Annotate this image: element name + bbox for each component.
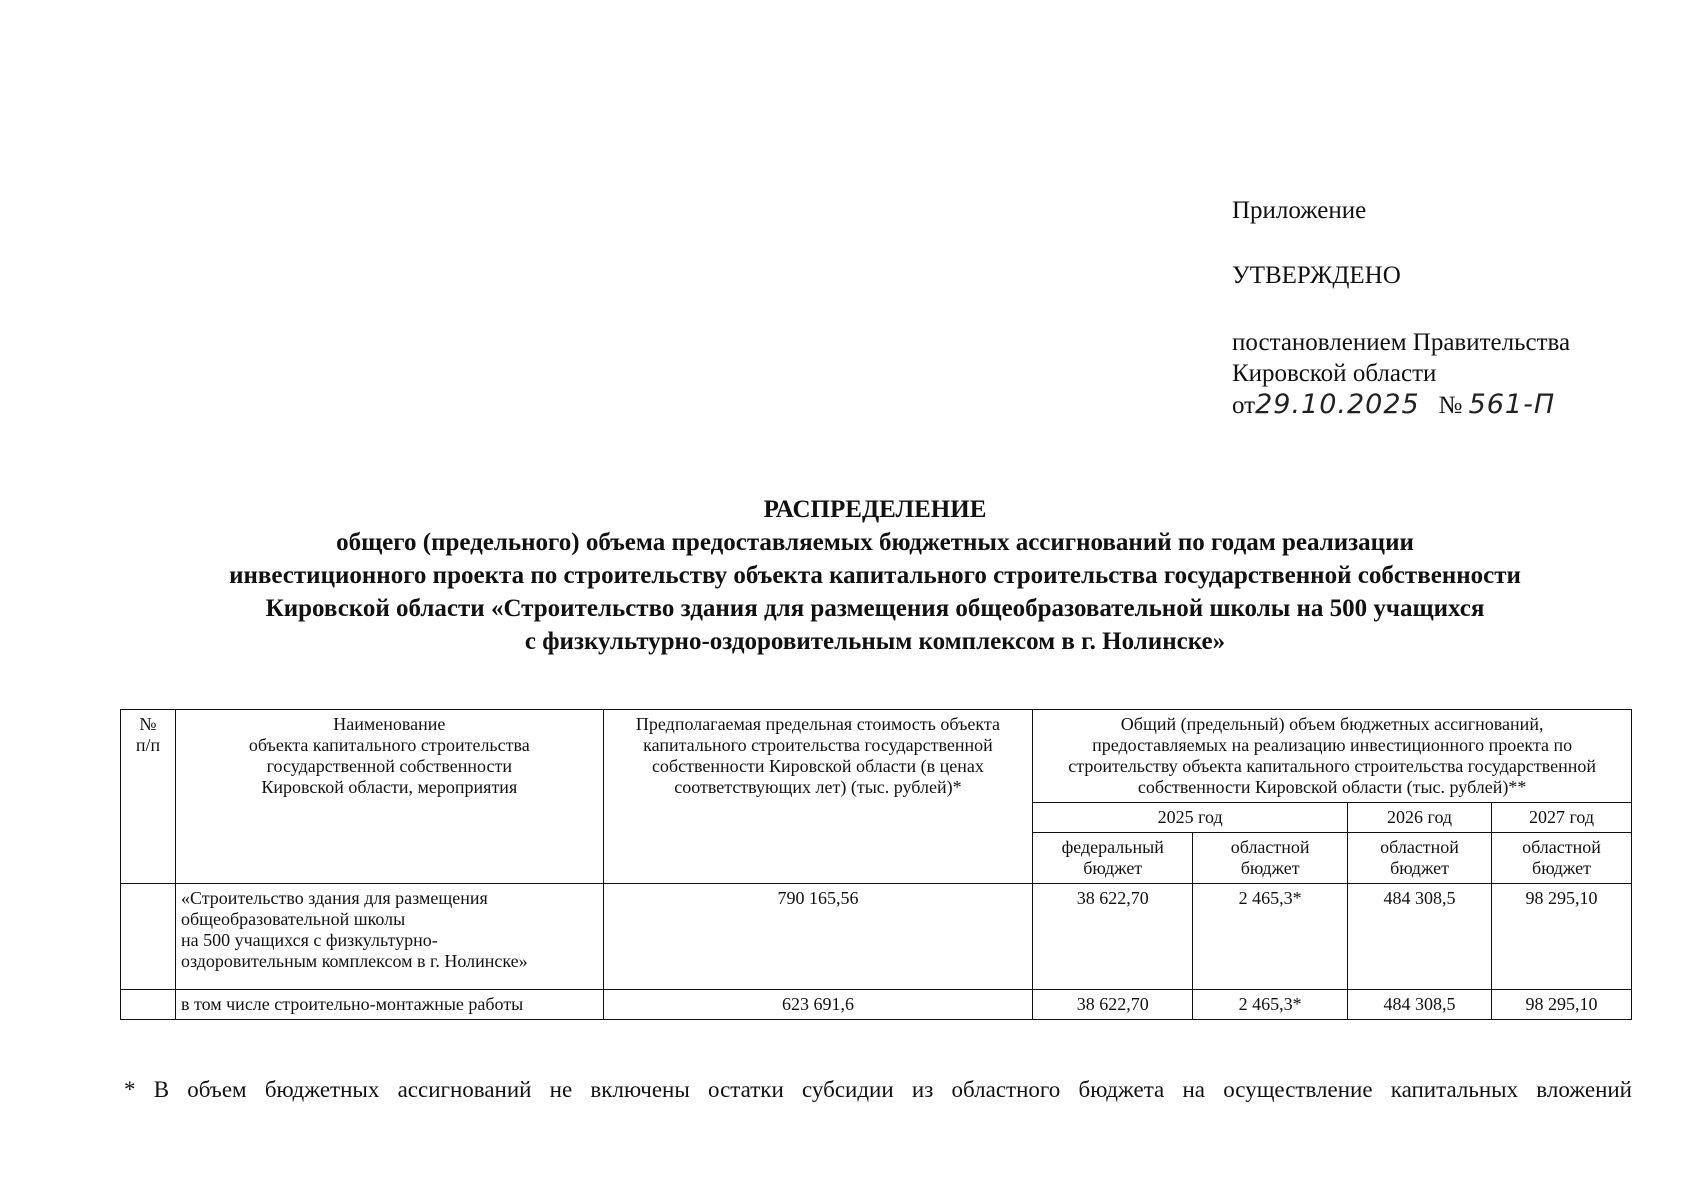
title-heading: РАСПРЕДЕЛЕНИЕ [763, 496, 987, 523]
header-cell-federal-2025: федеральный бюджет [1033, 833, 1193, 884]
approved-label: УТВЕРЖДЕНО [1232, 262, 1401, 289]
header-cell-regional-2027: областной бюджет [1492, 833, 1632, 884]
header-cell-total: Общий (предельный) объем бюджетных ассигнований, предоставляемых на реализацию инвестиционного проекта по строительству объекта капитального строительства государственной собственности Кировской области (тыс. рублей)** [1033, 710, 1632, 803]
footnote: * В объем бюджетных ассигнований не включены остатки субсидии из областного бюджета на осуществление капитальных вложений [124, 1077, 1632, 1102]
cell-regional-2027: 98 295,10 [1492, 884, 1632, 990]
cell-regional-2026: 484 308,5 [1348, 990, 1492, 1020]
resolution-line: Кировской области [1232, 360, 1437, 387]
cell-regional-2027: 98 295,10 [1492, 990, 1632, 1020]
handwritten-number: 561-П [1468, 389, 1556, 420]
header-cell-year-2025: 2025 год [1033, 803, 1348, 833]
header-cell-year-2026: 2026 год [1348, 803, 1492, 833]
resolution-line: постановлением Правительства [1232, 329, 1571, 356]
header-cell-num: № п/п [121, 710, 176, 884]
title-line: общего (предельного) объема предоставляемых бюджетных ассигнований по годам реализации [336, 529, 1414, 556]
date-prefix: от [1232, 392, 1256, 419]
title-line: инвестиционного проекта по строительству объекта капитального строительства государственной собственности [229, 562, 1521, 589]
resolution-date-line [1232, 390, 1555, 421]
title-line: с физкультурно-оздоровительным комплексом в г. Нолинске» [524, 628, 1226, 655]
table-row [121, 884, 1632, 990]
table-row [121, 990, 1632, 1020]
cell-regional-2025: 2 465,3* [1193, 884, 1348, 990]
cell-federal-2025: 38 622,70 [1033, 990, 1193, 1020]
header-cell-regional-2025: областной бюджет [1193, 833, 1348, 884]
title-line: Кировской области «Строительство здания для размещения общеобразовательной школы на 500 учащихся [265, 595, 1485, 622]
budget-table [120, 709, 1632, 1020]
cell-num [121, 884, 176, 990]
header-cell-cost: Предполагаемая предельная стоимость объекта капитального строительства государственной собственности Кировской области (в ценах соответствующих лет) (тыс. рублей)* [603, 710, 1033, 884]
header-cell-year-2027: 2027 год [1492, 803, 1632, 833]
cell-regional-2026: 484 308,5 [1348, 884, 1492, 990]
table-header-row [121, 710, 1632, 803]
cell-name: «Строительство здания для размещения общеобразовательной школы на 500 учащихся с физкультурно- оздоровительным комплексом в г. Нолинске» [175, 884, 603, 990]
header-cell-regional-2026: областной бюджет [1348, 833, 1492, 884]
handwritten-date: 29.10.2025 [1255, 389, 1420, 420]
cell-cost: 790 165,56 [603, 884, 1033, 990]
appendix-label: Приложение [1232, 197, 1367, 224]
cell-name: в том числе строительно-монтажные работы [175, 990, 603, 1020]
cell-num [121, 990, 176, 1020]
document-title [120, 493, 1630, 658]
cell-cost: 623 691,6 [603, 990, 1033, 1020]
cell-regional-2025: 2 465,3* [1193, 990, 1348, 1020]
number-prefix: № [1438, 392, 1463, 419]
header-cell-name: Наименование объекта капитального строительства государственной собственности Кировской области, мероприятия [175, 710, 603, 884]
cell-federal-2025: 38 622,70 [1033, 884, 1193, 990]
